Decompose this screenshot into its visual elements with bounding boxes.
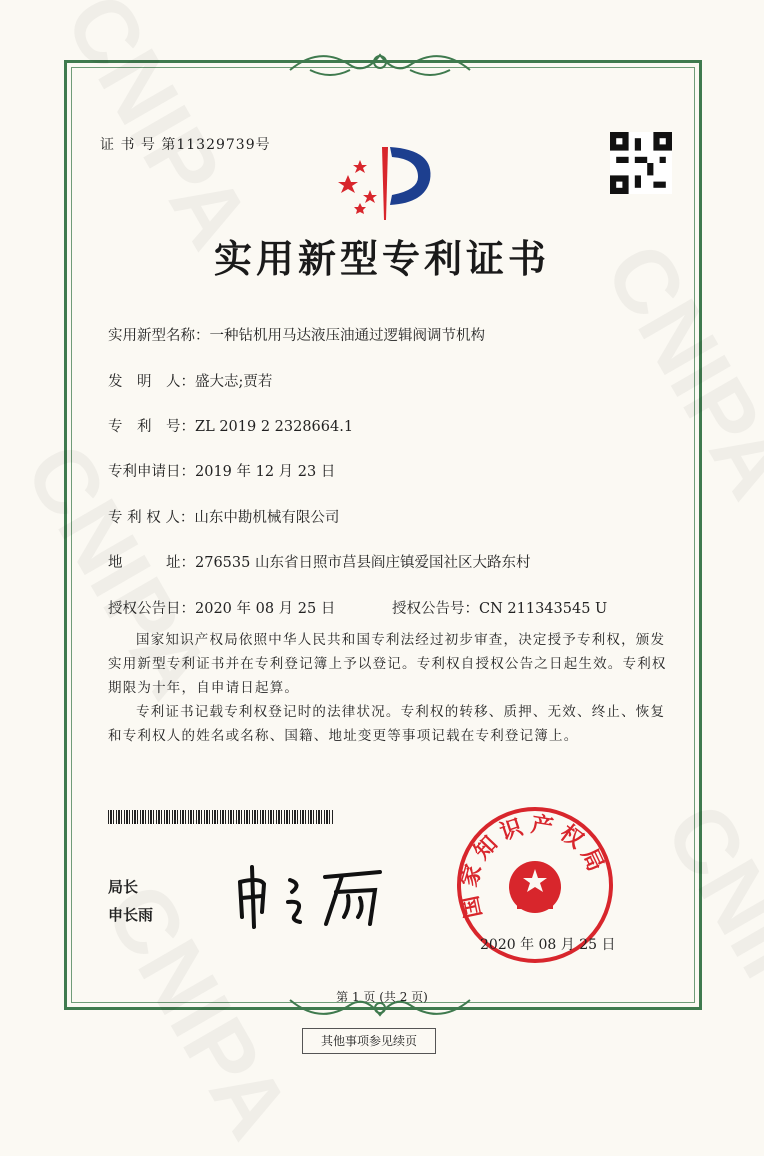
field-utility-model-name: 实用新型名称：一种钻机用马达液压油通过逻辑阀调节机构 [108,328,485,344]
signature [230,862,400,932]
field-grant-number: 授权公告号：CN 211343545 U [392,601,608,617]
page-number: 第 1 页 (共 2 页) [336,990,428,1004]
barcode [108,810,333,824]
statement-paragraph: 专利证书记载专利权登记时的法律状况。专利权的转移、质押、无效、终止、恢复和专利权人的姓名或名称、国籍、地址变更等事项记载在专利登记簿上。 [108,704,666,744]
cnipa-logo [330,135,440,225]
qr-code [610,132,672,194]
certificate-number: 证 书 号 第11329739号 [100,137,271,153]
seal-date: 2020 年 08 月 25 日 [480,937,616,953]
field-application-date: 专利申请日：2019 年 12 月 23 日 [108,464,336,480]
field-inventors: 发 明 人：盛大志;贾若 [108,374,273,390]
field-patentee: 专 利 权 人：山东中勘机械有限公司 [108,510,340,526]
field-grant-date: 授权公告日：2020 年 08 月 25 日 [108,601,336,617]
certificate-title: 实用新型专利证书 [213,236,550,281]
seal-text: 国家知识产权局 [455,811,612,921]
footer-note: 其他事项参见续页 [302,1028,436,1054]
field-patent-number: 专 利 号：ZL 2019 2 2328664.1 [108,419,354,435]
field-address: 地 址：276535 山东省日照市莒县阎庄镇爱国社区大路东村 [108,555,531,571]
top-ornament [280,40,480,84]
signatory-name: 申长雨 [108,906,154,924]
signatory-role: 局长 [108,878,139,896]
statement-paragraph: 国家知识产权局依照中华人民共和国专利法经过初步审查，决定授予专利权，颁发实用新型专利证书并在专利登记簿上予以登记。专利权自授权公告之日起生效。专利权期限为十年，自申请日起算。 [108,632,667,696]
